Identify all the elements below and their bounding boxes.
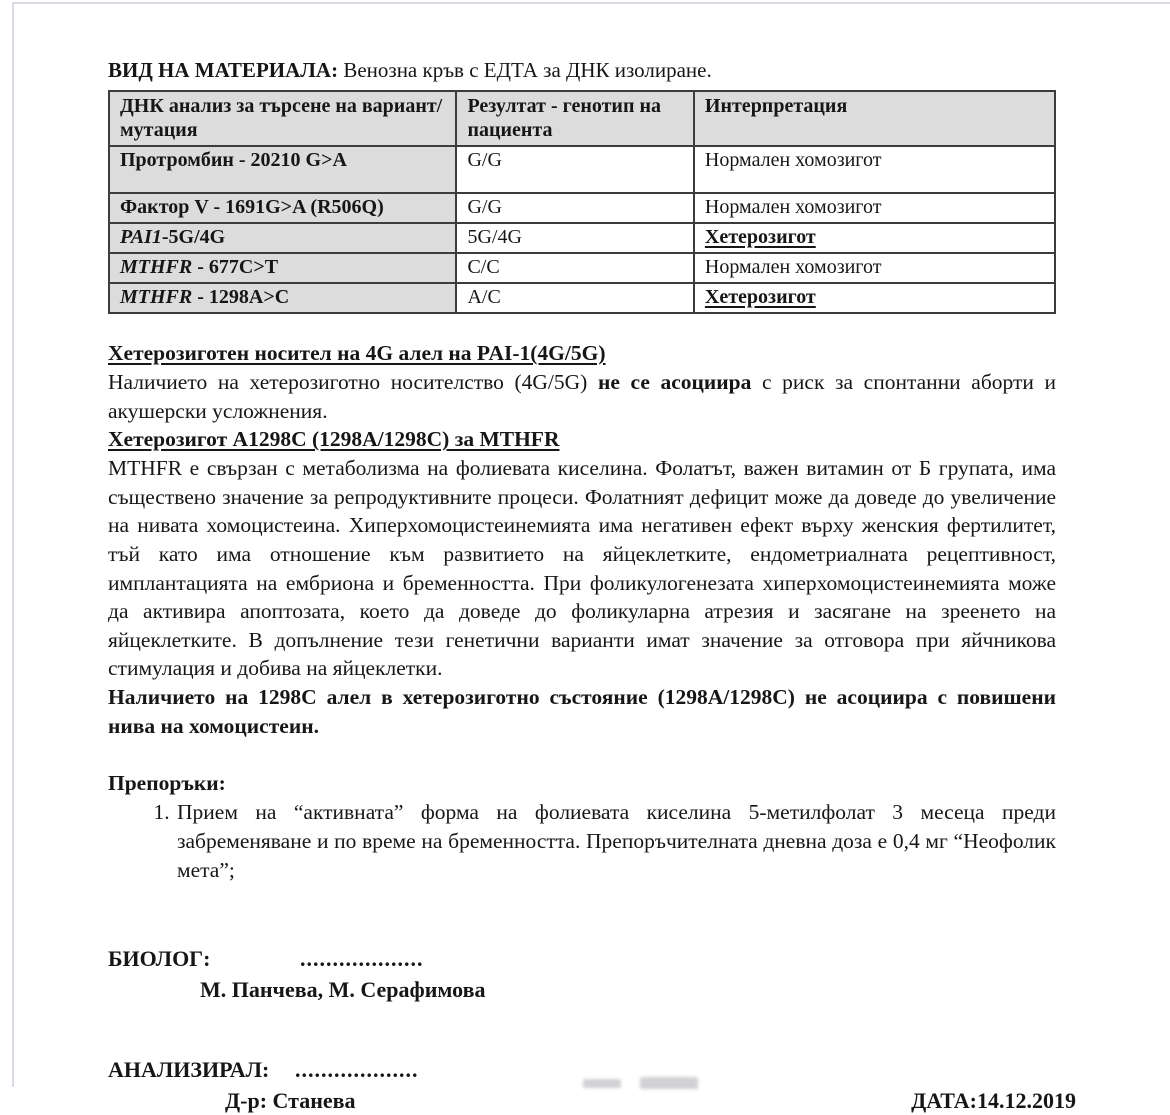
cell-analysis xyxy=(109,146,456,193)
cell-interpretation: Нормален хомозигот xyxy=(694,253,1055,283)
biolog-row xyxy=(108,945,1056,973)
pai-section-heading: Хетерозиготен носител на 4G алел на PAI-1(4G/5G) xyxy=(108,341,606,365)
variant-name: Фактор V - 1691G>A (R506Q) xyxy=(120,196,384,218)
cell-result: C/C xyxy=(456,253,693,283)
pai-text-bold: не се асоциира xyxy=(597,370,752,394)
page-footer-fragment xyxy=(640,1077,698,1089)
table-row xyxy=(109,223,1055,253)
cell-result: G/G xyxy=(456,146,693,193)
mthfr-section-body: MTHFR е свързан с метаболизма на фолиевата киселина. Фолатът, важен витамин от Б групата, има съществено значение за репродуктивните процеси. Фолатният дефицит може да доведе до увеличение на нивата хомоцистеина. Хиперхомоцистеинемията има негативен ефект върху женския фертилитет, тъй като има отношение към развитието на яйцеклетките, ендометриалната рецептивност, имплантацията на ембриона и бременността. При фоликулогенезата хиперхомоцистеинемията може да активира апоптозата, което да доведе до фоликуларна атрезия и засягане на зреенето на яйцеклетките. В допълнение тези генетични варианти имат значение за отговора при яйчникова стимулация и добива на яйцеклетки. xyxy=(108,456,1056,681)
cell-result: A/C xyxy=(456,283,693,313)
mthfr-conclusion: Наличието на 1298С алел в хетерозиготно състояние (1298А/1298С) не асоциира с повишени нива на хомоцистеин. xyxy=(108,684,1056,738)
variant-name: - 677C>T xyxy=(192,256,279,278)
pai-section-text xyxy=(108,368,1056,425)
table-row xyxy=(109,253,1055,283)
variant-name: Протромбин - 20210 G>A xyxy=(120,149,347,171)
biolog-signature-block xyxy=(108,945,1056,1004)
gene-name: PAI1 xyxy=(120,226,162,248)
material-label: ВИД НА МАТЕРИАЛА: xyxy=(108,58,339,82)
biolog-names: М. Панчева, М. Серафимова xyxy=(200,977,486,1003)
recommendations-title: Препоръки: xyxy=(108,771,226,796)
cell-interpretation: Хетерозигот xyxy=(694,223,1055,253)
header-interpretation: Интерпретация xyxy=(694,91,1055,146)
page-left-edge xyxy=(12,2,14,1087)
cell-interpretation: Нормален хомозигот xyxy=(694,193,1055,223)
gene-name: MTHFR xyxy=(120,256,193,278)
cell-interpretation: Хетерозигот xyxy=(694,283,1055,313)
dna-analysis-table xyxy=(108,90,1056,314)
table-row xyxy=(109,283,1055,313)
analyzed-row xyxy=(108,1056,1056,1084)
cell-analysis xyxy=(109,193,456,223)
biolog-label: БИОЛОГ: xyxy=(108,946,211,972)
report-date: ДАТА:14.12.2019 xyxy=(911,1088,1076,1114)
analyzed-signature-dots: ................... xyxy=(295,1057,419,1083)
analyzed-doctor-name: Д-р: Станева xyxy=(225,1088,356,1114)
pai-text-post: с риск за спонтанни аборти и акушерски усложнения. xyxy=(108,370,1056,423)
cell-analysis xyxy=(109,253,456,283)
mthfr-section-heading: Хетерозигот А1298С (1298А/1298С) за MTHFR xyxy=(108,427,560,452)
variant-name: -5G/4G xyxy=(161,226,226,248)
gene-name: MTHFR xyxy=(120,286,193,308)
table-row xyxy=(109,146,1055,193)
analyzed-label: АНАЛИЗИРАЛ: xyxy=(108,1057,270,1083)
pai-text-pre: Наличието на хетерозиготно носителство (4G/5G) xyxy=(108,370,598,394)
cell-analysis xyxy=(109,223,456,253)
biolog-signature-dots: ................... xyxy=(300,946,424,972)
cell-interpretation: Нормален хомозигот xyxy=(694,146,1055,193)
analyzed-signature-block xyxy=(108,1056,1076,1115)
cell-analysis xyxy=(109,283,456,313)
page-top-edge xyxy=(12,2,1170,4)
document-page xyxy=(108,57,1076,1115)
recommendations-list xyxy=(108,798,1056,885)
analyzed-name-date-row xyxy=(108,1087,1076,1115)
header-result: Резултат - генотип на пациента xyxy=(456,91,693,146)
variant-name: - 1298A>C xyxy=(192,286,290,308)
recommendation-item: 1. Прием на “активната” форма на фолиевата киселина 5-метилфолат 3 месеца преди забременяване и по време на бременността. Препоръчителната дневна доза е 0,4 мг “Неофолик мета”; xyxy=(175,798,1056,885)
table-row xyxy=(109,193,1055,223)
material-value: Венозна кръв с ЕДТА за ДНК изолиране. xyxy=(343,58,712,82)
material-line xyxy=(108,57,1056,83)
cell-result: G/G xyxy=(456,193,693,223)
header-analysis: ДНК анализ за търсене на вариант/мутация xyxy=(109,91,456,146)
cell-result: 5G/4G xyxy=(456,223,693,253)
table-header-row xyxy=(109,91,1055,146)
